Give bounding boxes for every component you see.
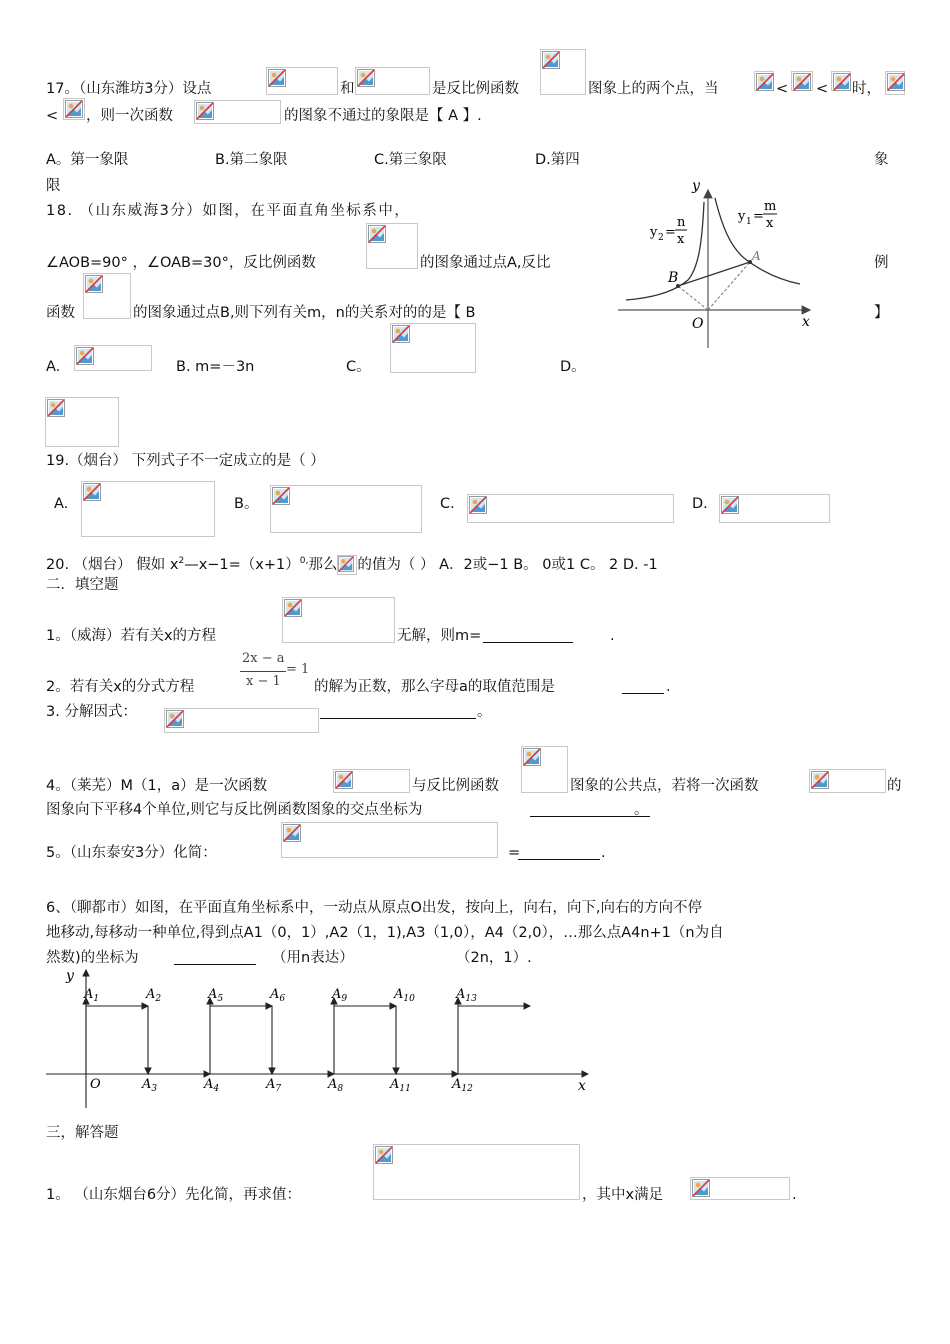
broken-image-icon xyxy=(272,487,290,505)
point-a-formula-image xyxy=(266,67,338,95)
solve-1-text-3: . xyxy=(792,1187,797,1203)
q18-option-b: B. m=－3n xyxy=(176,359,255,375)
q18-text-2: ∠AOB=90° ，∠OAB=30°，反比例函数 xyxy=(46,255,316,271)
fill-2-text-3: . xyxy=(666,679,671,695)
bottom-point-label: $A_4$ xyxy=(204,1077,220,1094)
q20-x-image xyxy=(337,555,357,575)
q20-text-3: 那么 xyxy=(308,556,338,573)
point-a-label: A xyxy=(752,249,761,263)
q18-option-c-image xyxy=(390,323,476,373)
q18-option-c: C。 xyxy=(346,359,371,375)
bottom-point-label: $A_{11}$ xyxy=(390,1077,411,1094)
broken-image-icon xyxy=(887,73,905,91)
q17-text-6: ，则一次函数 xyxy=(86,108,173,124)
x1-symbol-image xyxy=(754,71,774,91)
top-point-labels xyxy=(83,987,477,1004)
q17-text-7: 的图象不通过的象限是【 A 】. xyxy=(284,108,482,124)
q19-stem: 19.（烟台） 下列式子不一定成立的是（ ） xyxy=(46,453,325,469)
origin-label: O xyxy=(692,316,704,332)
fill-6-text-1: 然数)的坐标为 xyxy=(46,950,139,966)
solve-1-text-2: ，其中x满足 xyxy=(582,1187,664,1203)
y2-equals: = xyxy=(665,225,676,240)
q18-option-d-image xyxy=(45,397,119,447)
segment-ob xyxy=(678,286,708,310)
q20-text-2: —x−1=（x+1） xyxy=(184,556,300,573)
fill-4-answer-blank xyxy=(530,802,650,817)
q18-text-7: 】 xyxy=(874,305,889,321)
inverse-function-graph xyxy=(612,176,822,352)
broken-image-icon xyxy=(76,347,94,365)
bottom-point-label: $A_3$ xyxy=(142,1077,158,1094)
broken-image-icon xyxy=(469,496,487,514)
fraction-numerator: 2x − a xyxy=(242,651,285,666)
y2-function-image xyxy=(83,273,131,319)
x-axis-label: x xyxy=(802,314,810,330)
broken-image-icon xyxy=(721,496,739,514)
broken-image-icon xyxy=(166,710,184,728)
fraction-denominator: x − 1 xyxy=(246,674,281,689)
y2-formula-label xyxy=(649,215,687,247)
broken-image-icon xyxy=(335,771,353,789)
y1-denominator: x xyxy=(766,216,774,231)
q17-option-b: B.第二象限 xyxy=(215,152,288,168)
top-point-label: $A_{10}$ xyxy=(394,987,415,1004)
q17-option-c: C.第三象限 xyxy=(374,152,447,168)
q17-option-d-cont: 象 xyxy=(874,152,889,168)
top-point-label: $A_1$ xyxy=(84,987,100,1004)
fill-6-answer-text: （2n，1）. xyxy=(456,950,532,966)
y2-name: y xyxy=(650,225,658,240)
y-axis-label: y xyxy=(66,968,74,984)
broken-image-icon xyxy=(811,771,829,789)
bottom-point-label: $A_{12}$ xyxy=(452,1077,473,1094)
fill-4-text-2: 与反比例函数 xyxy=(412,778,499,794)
fill-3-text-2: 。 xyxy=(477,704,492,720)
q19-option-c-image xyxy=(467,494,674,523)
y1-numerator: m xyxy=(764,199,777,214)
linear-function-image xyxy=(194,100,281,124)
zero-symbol-image xyxy=(791,71,813,91)
fill-6-line-1: 6、（聊都市）如图，在平面直角坐标系中，一动点从原点O出发，按向上，向右，向下,向右的方向不停 xyxy=(46,900,702,916)
moving-point-graph xyxy=(40,962,600,1112)
broken-image-icon xyxy=(283,824,301,842)
q19-option-b-image xyxy=(270,485,422,533)
broken-image-icon xyxy=(756,73,774,91)
top-point-label: $A_6$ xyxy=(270,987,286,1004)
fill-4-text-3: 图象的公共点，若将一次函数 xyxy=(570,778,759,794)
point-b-formula-image xyxy=(355,67,430,95)
broken-image-icon xyxy=(368,225,386,243)
y2-symbol-image xyxy=(63,98,85,120)
y2-curve xyxy=(626,202,704,300)
broken-image-icon xyxy=(357,69,375,87)
broken-image-icon xyxy=(542,51,560,69)
section-2-title: 二．填空题 xyxy=(46,577,119,593)
q20-line xyxy=(46,551,658,575)
q17-text-5: 时， xyxy=(852,81,881,97)
y1-function-image xyxy=(366,223,418,269)
q19-option-b: B。 xyxy=(234,496,259,512)
q19-option-c: C. xyxy=(440,496,455,512)
origin-label: O xyxy=(90,1077,101,1092)
q17-text-2: 和 xyxy=(340,81,355,97)
y-axis-label: y xyxy=(692,178,700,194)
fill-3-answer-blank xyxy=(320,704,476,719)
fill-1-equation-image xyxy=(282,597,395,643)
fill-4-linear-image-2 xyxy=(809,769,886,793)
broken-image-icon xyxy=(47,399,65,417)
solve-1-condition-image xyxy=(690,1177,790,1200)
q18-option-a: A. xyxy=(46,359,61,375)
broken-image-icon xyxy=(338,556,354,572)
fill-5-text-3: . xyxy=(601,845,606,861)
q17-text-1: 17。（山东潍坊3分）设点 xyxy=(46,81,212,97)
q20-text-1: 20. （烟台） 假如 x xyxy=(46,556,179,573)
fill-5-expression-image xyxy=(281,822,498,858)
fill-1-text-1: 1。（威海）若有关x的方程 xyxy=(46,628,217,644)
q20-superscript-2: 0, xyxy=(299,556,309,566)
fraction-bar xyxy=(240,671,286,672)
y1-equals: = xyxy=(753,209,764,224)
top-point-label: $A_5$ xyxy=(208,987,224,1004)
y1-formula-label xyxy=(737,199,777,231)
y1-name: y xyxy=(738,209,746,224)
q19-option-d-image xyxy=(719,494,830,523)
fill-4-linear-image xyxy=(333,769,410,793)
q20-superscript-1: 2 xyxy=(178,556,185,566)
q17-option-a: A。第一象限 xyxy=(46,152,129,168)
section-3-title: 三，解答题 xyxy=(46,1125,119,1141)
fill-3-expression-image xyxy=(164,708,319,733)
q17-option-d-cont2: 限 xyxy=(46,178,61,194)
fill-4-text-6: 。 xyxy=(634,802,649,818)
fill-1-answer-blank xyxy=(483,628,573,643)
y2-subscript: 2 xyxy=(658,233,664,243)
fill-5-answer-blank xyxy=(518,845,600,860)
broken-image-icon xyxy=(83,483,101,501)
fill-2-answer-blank xyxy=(622,679,664,694)
path-segments xyxy=(86,998,530,1074)
q18-option-a-image xyxy=(74,345,152,371)
q20-text-4: 的值为（ ） A．2或−1 B。 0或1 C。 2 D. -1 xyxy=(357,556,658,573)
fill-6-line-2: 地移动,每移动一种单位,得到点A1（0，1）,A2（1，1),A3（1,0），A4（2,0），…那么点A4n+1（n为自 xyxy=(46,925,724,941)
broken-image-icon xyxy=(196,102,214,120)
fill-4-text-1: 4。（莱芜）M（1，a）是一次函数 xyxy=(46,778,268,794)
fraction-equals: = 1 xyxy=(286,662,310,677)
fill-2-text-2: 的解为正数，那么字母a的取值范围是 xyxy=(314,679,555,695)
y2-denominator: x xyxy=(677,232,685,247)
fill-1-text-2: 无解，则m= xyxy=(397,628,482,644)
fill-3-text-1: 3. 分解因式： xyxy=(46,704,137,720)
broken-image-icon xyxy=(793,73,811,91)
y1-subscript: 1 xyxy=(746,217,752,227)
q18-text-1: 18. （山东威海3分）如图，在平面直角坐标系中， xyxy=(46,203,411,219)
broken-image-icon xyxy=(833,73,851,91)
point-b-label: B xyxy=(668,270,679,286)
x-axis-label: x xyxy=(578,1078,586,1094)
x2-symbol-image xyxy=(831,71,851,91)
q17-text-4: 图象上的两个点，当 xyxy=(588,81,719,97)
broken-image-icon xyxy=(85,275,103,293)
broken-image-icon xyxy=(65,100,83,118)
q18-text-6: 的图象通过点B,则下列有关m，n的关系对的的是【 B xyxy=(133,305,476,321)
less-than-sign: < xyxy=(776,81,789,97)
q19-option-a-image xyxy=(81,481,215,537)
bottom-point-label: $A_7$ xyxy=(266,1077,282,1094)
broken-image-icon xyxy=(392,325,410,343)
fill-1-text-3: . xyxy=(610,628,615,644)
q17-option-d: D.第四 xyxy=(535,152,580,168)
broken-image-icon xyxy=(375,1146,393,1164)
fill-4-text-5: 图象向下平移4个单位,则它与反比例函数图象的交点坐标为 xyxy=(46,802,423,818)
less-than-sign: < xyxy=(816,81,829,97)
q18-option-d: D。 xyxy=(560,359,586,375)
broken-image-icon xyxy=(268,69,286,87)
broken-image-icon xyxy=(284,599,302,617)
top-point-label: $A_2$ xyxy=(146,987,162,1004)
less-than-sign: < xyxy=(46,108,59,124)
fill-4-inverse-image xyxy=(521,746,568,793)
q19-option-a: A. xyxy=(54,496,69,512)
fill-2-fraction xyxy=(240,651,310,695)
inverse-function-image xyxy=(540,49,586,95)
bottom-point-label: $A_8$ xyxy=(328,1077,344,1094)
fill-5-text-1: 5。（山东泰安3分）化简： xyxy=(46,845,217,861)
q18-text-3: 的图象通过点A,反比 xyxy=(420,255,551,271)
broken-image-icon xyxy=(523,748,541,766)
q17-text-3: 是反比例函数 xyxy=(432,81,519,97)
bottom-point-labels xyxy=(141,1077,473,1094)
q18-text-5: 函数 xyxy=(46,305,75,321)
y1-symbol-image xyxy=(885,71,905,95)
fill-2-text-1: 2。若有关x的分式方程 xyxy=(46,679,195,695)
top-point-label: $A_{13}$ xyxy=(456,987,477,1004)
q18-text-4: 例 xyxy=(874,255,889,271)
q19-option-d: D. xyxy=(692,496,708,512)
fill-4-text-4: 的 xyxy=(887,778,902,794)
top-point-label: $A_9$ xyxy=(332,987,348,1004)
solve-1-expression-image xyxy=(373,1144,580,1200)
fill-5-text-2: = xyxy=(508,845,521,861)
solve-1-text-1: 1。 （山东烟台6分）先化简，再求值： xyxy=(46,1187,302,1203)
fill-6-text-2: （用n表达） xyxy=(272,950,354,966)
y2-numerator: n xyxy=(677,215,686,230)
broken-image-icon xyxy=(692,1179,710,1197)
